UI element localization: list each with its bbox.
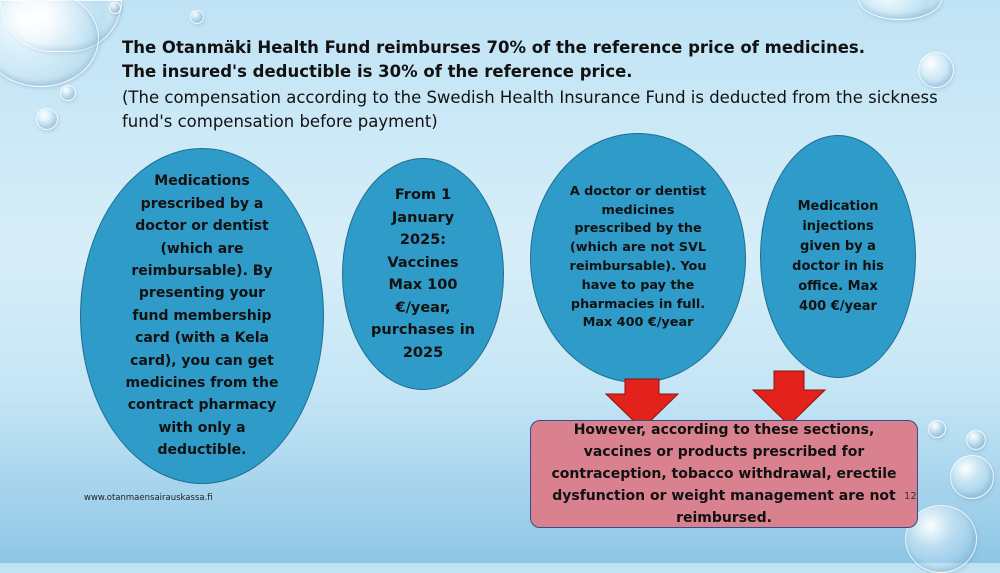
water-drop-decoration [950,455,994,499]
compensation-note: (The compensation according to the Swedish Health Insurance Fund is deducted from the sickness fund's compensation before payment) [122,88,938,131]
not-reimbursed-notice [530,420,918,528]
bubble-non-svl-medicines-text: A doctor or dentist medicines prescribed by the (which are not SVL reimbursable). You have to pay the pharmacies in full. Max 400 €/year [569,183,707,331]
bubble-prescribed-medications-text: Medications prescribed by a doctor or dentist (which are reimbursable). By presenting your fund membership card (with a Kela card), you can get medicines from the contract pharmacy with only a deductible. [125,173,279,459]
footer-url: www.otanmaensairauskassa.fi [84,493,213,503]
bubble-vaccines [342,158,504,390]
water-drop-decoration [190,10,204,24]
water-drop-decoration [36,108,58,130]
bubble-vaccines-text: From 1 January 2025: Vaccines Max 100 €/year, purchases in 2025 [371,187,475,361]
water-drop-decoration [109,2,121,14]
page-number: 12 [904,491,917,502]
not-reimbursed-notice-text: However, according to these sections, vaccines or products prescribed for contraception, tobacco withdrawal, erectile dysfunction or weight management are not reimbursed. [551,422,897,526]
down-arrow-icon [752,370,826,426]
bubble-non-svl-medicines [530,133,746,383]
title-line-deductible: The insured's deductible is 30% of the reference price. [122,62,633,81]
water-drop-decoration [0,0,99,87]
page-title [122,36,992,84]
water-drop-decoration [858,0,942,20]
title-line-reimbursement: The Otanmäki Health Fund reimburses 70% of the reference price of medicines. [122,38,865,57]
water-drop-decoration [60,85,76,101]
water-drop-decoration [966,430,986,450]
bubble-injections-text: Medication injections given by a doctor in his office. Max 400 €/year [792,198,884,314]
bubble-prescribed-medications [80,148,324,484]
water-drop-decoration [928,420,946,438]
bubble-injections [760,135,916,378]
